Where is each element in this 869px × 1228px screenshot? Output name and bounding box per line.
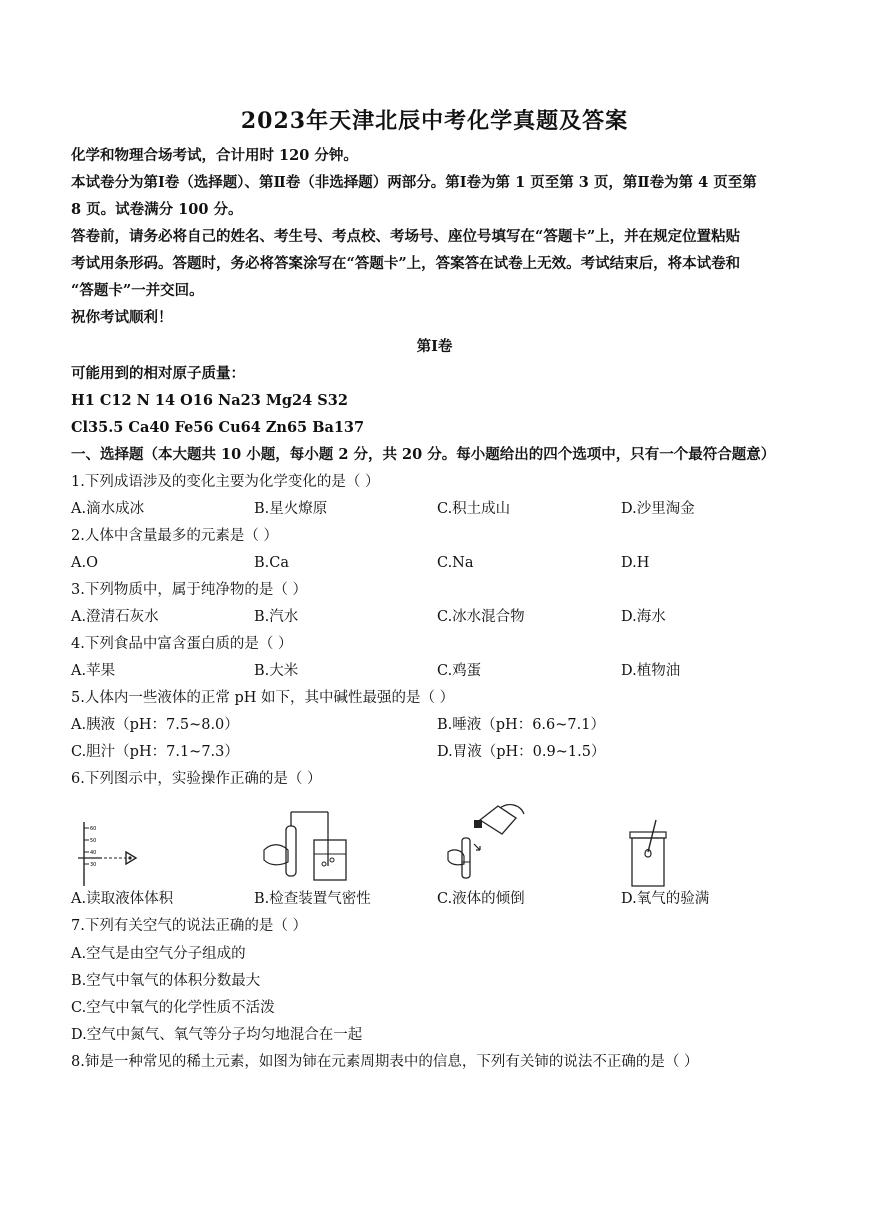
question-6-option-c: C.液体的倾倒 xyxy=(437,891,525,907)
intro-line-7: 祝你考试顺利！ xyxy=(71,309,173,326)
cylinder-tick-40: 40 xyxy=(90,850,97,856)
intro-line-5: 考试用条形码。答题时，务必将答案涂写在“答题卡”上，答案答在试卷上无效。考试结束后，将本试卷和 xyxy=(71,255,741,272)
figure-oxygen-check xyxy=(624,818,674,890)
figure-read-volume xyxy=(72,818,152,888)
question-5-stem: 5.人体内一些液体的正常 pH 如下，其中碱性最强的是（ ） xyxy=(71,690,455,706)
question-7-option-d: D.空气中氮气、氧气等分子均匀地混合在一起 xyxy=(71,1027,363,1043)
question-7-option-c: C.空气中氧气的化学性质不活泼 xyxy=(71,1000,275,1016)
question-3-option-a: A.澄清石灰水 xyxy=(71,609,159,625)
question-3-stem: 3.下列物质中，属于纯净物的是（ ） xyxy=(71,582,307,598)
question-5-option-b: B.唾液（pH：6.6~7.1） xyxy=(437,717,605,733)
cylinder-tick-30: 30 xyxy=(90,862,97,868)
question-1-option-c: C.积土成山 xyxy=(437,501,511,517)
question-1-stem: 1.下列成语涉及的变化主要为化学变化的是（ ） xyxy=(71,474,380,490)
question-6-option-a: A.读取液体体积 xyxy=(71,891,174,907)
cylinder-tick-60: 60 xyxy=(90,826,97,832)
section-title: 第Ⅰ卷 xyxy=(416,338,453,355)
intro-line-6: “答题卡”一并交回。 xyxy=(71,282,204,299)
question-7-option-a: A.空气是由空气分子组成的 xyxy=(71,946,246,962)
question-2-option-a: A.O xyxy=(71,555,98,571)
question-6-stem: 6.下列图示中，实验操作正确的是（ ） xyxy=(71,771,322,787)
question-4-option-b: B.大米 xyxy=(254,663,299,679)
question-6-option-d: D.氧气的验满 xyxy=(621,891,710,907)
question-2-option-b: B.Ca xyxy=(254,555,290,571)
page-title: 2023年天津北辰中考化学真题及答案 xyxy=(240,108,629,134)
question-3-option-d: D.海水 xyxy=(621,609,666,625)
question-4-option-a: A.苹果 xyxy=(71,663,116,679)
intro-line-3: 8 页。试卷满分 100 分。 xyxy=(71,201,243,218)
question-4-stem: 4.下列食品中富含蛋白质的是（ ） xyxy=(71,636,293,652)
intro-line-4: 答卷前，请务必将自己的姓名、考生号、考点校、考场号、座位号填写在“答题卡”上，并在规定位置粘贴 xyxy=(71,228,741,245)
question-2-stem: 2.人体中含量最多的元素是（ ） xyxy=(71,528,278,544)
atomic-mass-label: 可能用到的相对原子质量： xyxy=(71,365,245,382)
question-5-option-a: A.胰液（pH：7.5~8.0） xyxy=(71,717,239,733)
cylinder-tick-50: 50 xyxy=(90,838,97,844)
atomic-mass-line-2: Cl35.5 Ca40 Fe56 Cu64 Zn65 Ba137 xyxy=(71,419,365,436)
question-1-option-a: A.滴水成冰 xyxy=(71,501,145,517)
question-2-option-d: D.H xyxy=(621,555,650,571)
intro-line-1: 化学和物理合场考试，合计用时 120 分钟。 xyxy=(71,147,358,164)
question-3-option-c: C.冰水混合物 xyxy=(437,609,525,625)
question-7-stem: 7.下列有关空气的说法正确的是（ ） xyxy=(71,918,307,934)
question-4-option-d: D.植物油 xyxy=(621,663,681,679)
question-3-option-b: B.汽水 xyxy=(254,609,299,625)
question-5-option-c: C.胆汁（pH：7.1~7.3） xyxy=(71,744,239,760)
question-5-option-d: D.胃液（pH：0.9~1.5） xyxy=(437,744,606,760)
atomic-mass-line-1: H1 C12 N 14 O16 Na23 Mg24 S32 xyxy=(71,392,348,409)
question-8-stem: 8.铈是一种常见的稀土元素，如图为铈在元素周期表中的信息，下列有关铈的说法不正确的是（ ） xyxy=(71,1054,699,1070)
question-1-option-d: D.沙里淘金 xyxy=(621,501,695,517)
part-one-header: 一、选择题（本大题共 10 小题，每小题 2 分，共 20 分。每小题给出的四个选项中，只有一个最符合题意） xyxy=(71,446,776,463)
question-6-option-b: B.检查装置气密性 xyxy=(254,891,371,907)
question-2-option-c: C.Na xyxy=(437,555,474,571)
figure-airtightness-check xyxy=(258,806,378,890)
question-7-option-b: B.空气中氧气的体积分数最大 xyxy=(71,973,261,989)
figure-pour-liquid xyxy=(440,800,540,890)
question-1-option-b: B.星火燎原 xyxy=(254,501,328,517)
question-4-option-c: C.鸡蛋 xyxy=(437,663,482,679)
intro-line-2: 本试卷分为第Ⅰ卷（选择题）、第Ⅱ卷（非选择题）两部分。第Ⅰ卷为第 1 页至第 3 页，第Ⅱ卷为第 4 页至第 xyxy=(71,174,757,191)
